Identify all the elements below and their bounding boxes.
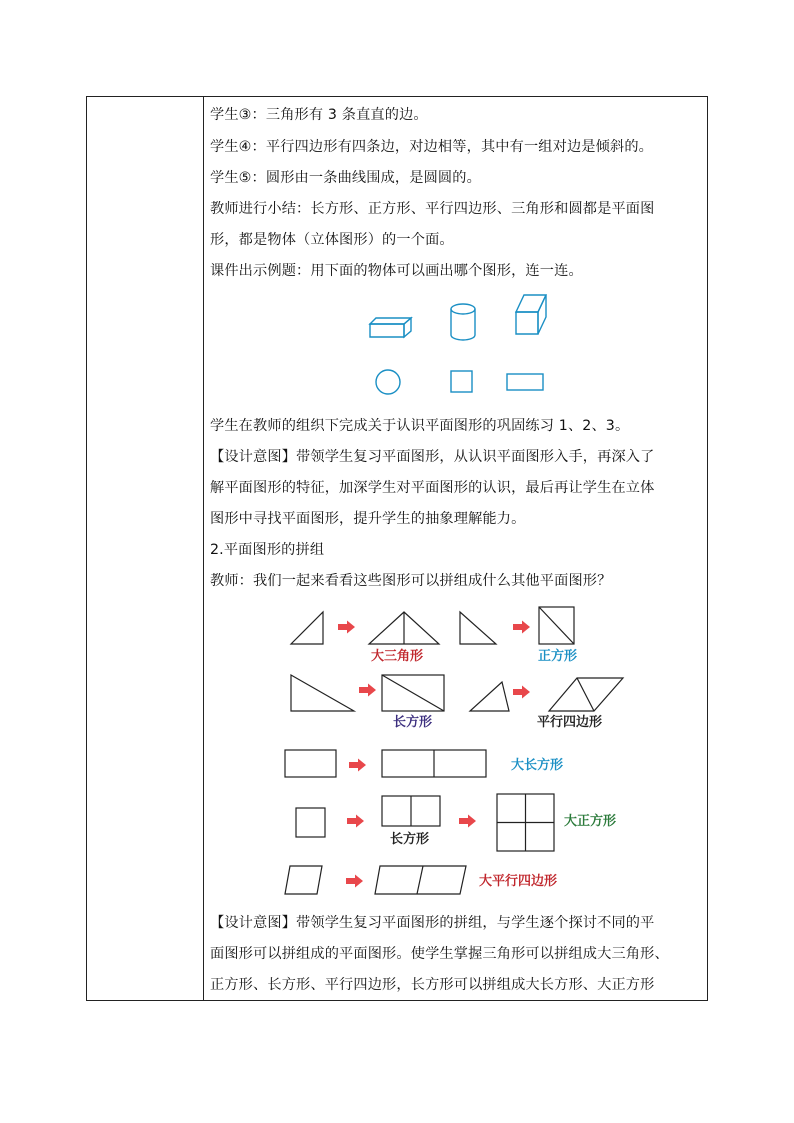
- label-big-square: 大正方形: [564, 814, 617, 829]
- text-line: 课件出示例题：用下面的物体可以画出哪个图形，连一连。: [210, 263, 583, 279]
- label-parallelogram: 平行四边形: [537, 715, 603, 730]
- arrow-icon: [459, 815, 476, 828]
- arrow-icon: [347, 815, 364, 828]
- square-icon: [451, 371, 472, 392]
- rectangle-icon: [507, 374, 543, 390]
- label-rectangle-2: 长方形: [390, 832, 430, 847]
- cube-icon: [516, 295, 546, 334]
- text-line: 学生③：三角形有 3 条直直的边。: [210, 107, 428, 123]
- cuboid-icon: [370, 318, 411, 337]
- text-line: 学生在教师的组织下完成关于认识平面图形的巩固练习 1、2、3。: [210, 418, 630, 434]
- text-line: 面图形可以拼组成的平面图形。使学生掌握三角形可以拼组成大三角形、: [210, 946, 669, 962]
- text-line: 【设计意图】带领学生复习平面图形的拼组，与学生逐个探讨不同的平: [210, 915, 655, 931]
- label-big-rectangle: 大长方形: [511, 758, 564, 773]
- text-line: 图形中寻找平面图形，提升学生的抽象理解能力。: [210, 511, 526, 527]
- arrow-icon: [513, 686, 530, 699]
- text-line: 形，都是物体（立体图形）的一个面。: [210, 232, 454, 248]
- arrow-icon: [513, 621, 530, 634]
- text-line: 学生④：平行四边形有四条边，对边相等，其中有一组对边是倾斜的。: [210, 139, 653, 155]
- label-big-parallelogram: 大平行四边形: [479, 874, 558, 889]
- text-line: 教师进行小结：长方形、正方形、平行四边形、三角形和圆都是平面图: [210, 201, 655, 217]
- solids-and-shapes-figure: [204, 287, 707, 405]
- label-rectangle: 长方形: [393, 715, 433, 730]
- text-line: 学生⑤：圆形由一条曲线围成，是圆圆的。: [210, 170, 481, 186]
- label-big-triangle: 大三角形: [371, 649, 424, 664]
- arrow-icon: [338, 621, 355, 634]
- cylinder-icon: [451, 304, 475, 340]
- lesson-table: [86, 96, 708, 1001]
- text-line: 正方形、长方形、平行四边形，长方形可以拼组成大长方形、大正方形: [210, 977, 655, 993]
- arrow-icon: [359, 684, 376, 697]
- text-line: 2.平面图形的拼组: [210, 542, 325, 558]
- arrow-icon: [349, 759, 366, 772]
- text-line: 【设计意图】带领学生复习平面图形，从认识平面图形入手，再深入了: [210, 449, 655, 465]
- text-line: 解平面图形的特征，加深学生对平面图形的认识，最后再让学生在立体: [210, 480, 655, 496]
- label-square: 正方形: [538, 649, 578, 664]
- circle-icon: [376, 370, 400, 394]
- text-line: 教师：我们一起来看看这些图形可以拼组成什么其他平面图形？: [210, 573, 612, 589]
- shape-composition-figure: [204, 597, 707, 902]
- arrow-icon: [346, 875, 363, 888]
- content-cell: [204, 97, 707, 1000]
